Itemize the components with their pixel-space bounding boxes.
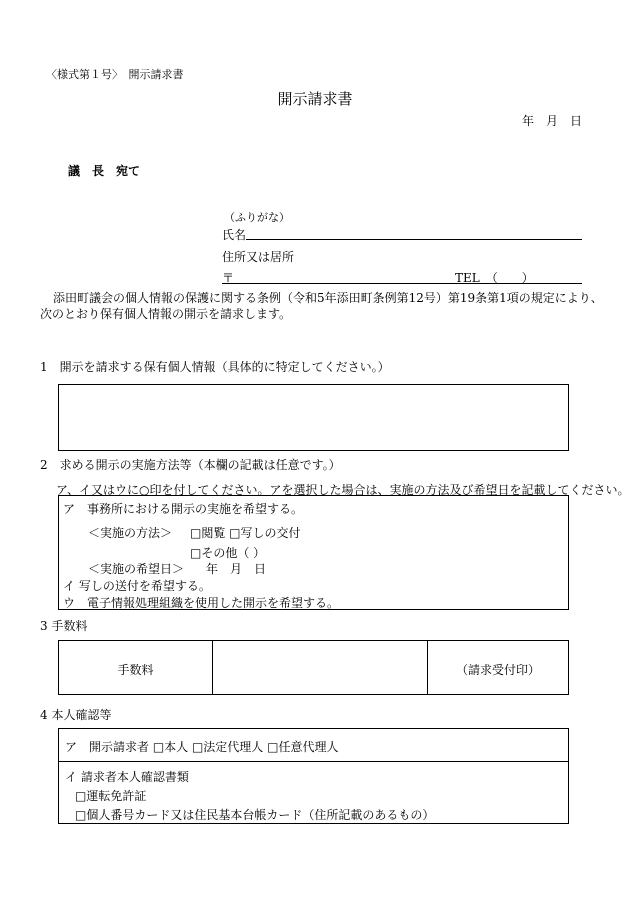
address-label: 住所又は居所	[222, 250, 295, 264]
form-label: 〈様式第１号〉 開示請求書	[46, 68, 184, 81]
intro-line-1: 添田町議会の個人情報の保護に関する条例（令和5年添田町条例第12号）第19条第1項の規定により、	[53, 291, 603, 305]
identity-box	[58, 728, 569, 824]
document-title: 開示請求書	[277, 90, 353, 108]
method-other[interactable]: □その他（ ）	[190, 546, 266, 560]
postal-mark: 〒	[222, 271, 235, 285]
section2-heading: 2 求める開示の実施方法等（本欄の記載は任意です。）	[40, 458, 341, 472]
method-label: ＜実施の方法＞	[88, 526, 173, 540]
addressee: 議 長 宛て	[68, 164, 141, 178]
option-a[interactable]: ア 事務所における開示の実施を希望する。	[63, 502, 304, 516]
fee-table	[58, 640, 569, 695]
name-label: 氏名	[222, 228, 247, 242]
option-u[interactable]: ウ 電子情報処理組織を使用した開示を希望する。	[63, 596, 340, 610]
stamp-label: （請求受付印）	[455, 663, 540, 677]
fee-label: 手数料	[117, 663, 154, 677]
option-i[interactable]: イ 写しの送付を希望する。	[63, 579, 211, 593]
section2-instruction: ア、イ又はウに○印を付してください。アを選択した場合は、実施の方法及び希望日を記載してください。	[56, 483, 630, 497]
address-line[interactable]	[222, 283, 582, 284]
furigana-label: （ふりがな）	[224, 211, 290, 224]
method-options[interactable]: □閲覧 □写しの交付	[190, 526, 301, 540]
section4-heading: 4 本人確認等	[40, 708, 112, 722]
doc-card[interactable]: □個人番号カード又は住民基本台帳カード（住所記載のあるもの）	[75, 808, 435, 822]
date-field[interactable]: 年 月 日	[521, 114, 582, 128]
section1-heading: 1 開示を請求する保有個人情報（具体的に特定してください。）	[40, 360, 390, 374]
info-textbox[interactable]	[58, 384, 569, 451]
doc-license[interactable]: □運転免許証	[75, 789, 147, 803]
intro-line-2: 次のとおり保有個人情報の開示を請求します。	[40, 307, 292, 321]
doc-heading: イ 請求者本人確認書類	[65, 770, 189, 784]
requester-row[interactable]: ア 開示請求者 □本人 □法定代理人 □任意代理人	[65, 740, 339, 754]
name-line[interactable]	[246, 239, 582, 240]
date-hope-value[interactable]: 年 月 日	[206, 562, 267, 576]
fee-amount-cell[interactable]	[213, 641, 427, 694]
identity-divider	[59, 761, 568, 762]
method-box	[58, 495, 569, 610]
section3-heading: 3 手数料	[40, 619, 88, 633]
date-hope-label: ＜実施の希望日＞	[88, 562, 185, 576]
tel-label: TEL （ ）	[455, 271, 534, 285]
